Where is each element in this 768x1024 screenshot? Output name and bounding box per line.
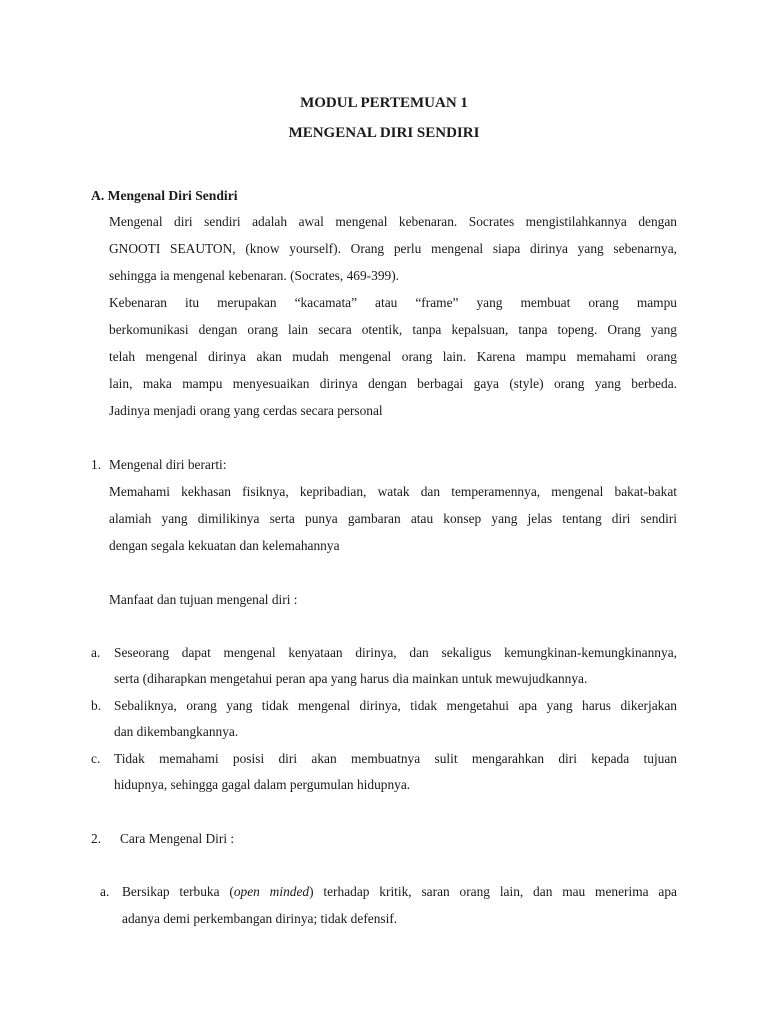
cara-text: Bersikap terbuka ( (122, 884, 234, 899)
cara-italic-term: open minded (233, 884, 310, 899)
document-title-line2: MENGENAL DIRI SENDIRI (288, 125, 480, 141)
benefit-line: Tidak memahami posisi diri akan membuatnya sulit mengarahkan diri kepada tujuan (114, 751, 677, 766)
paragraph-line: lain, maka mampu menyesuaikan dirinya dengan berbagai gaya (style) orang yang berbeda. (109, 376, 677, 391)
item2-label: Cara Mengenal Diri : (120, 831, 235, 846)
paragraph-line: Mengenal diri sendiri adalah awal mengenal kebenaran. Socrates mengistilahkannya dengan (109, 214, 677, 229)
list-marker: c. (91, 751, 101, 766)
benefit-line: Seseorang dapat mengenal kenyataan dirinya, dan sekaligus kemungkinan-kemungkinannya, (114, 645, 677, 660)
benefit-line: serta (diharapkan mengetahui peran apa yang harus dia mainkan untuk mewujudkannya. (114, 671, 588, 686)
paragraph-line: berkomunikasi dengan orang lain secara otentik, tanpa kepalsuan, tanpa topeng. Orang yang (109, 322, 677, 337)
document-title-line1: MODUL PERTEMUAN 1 (300, 95, 468, 111)
cara-text: ) terhadap kritik, saran orang lain, dan mau menerima apa (309, 884, 677, 899)
paragraph-line: alamiah yang dimilikinya serta punya gambaran atau konsep yang jelas tentang diri sendiri (109, 511, 677, 526)
paragraph-line: Memahami kekhasan fisiknya, kepribadian, watak dan temperamennya, mengenal bakat-bakat (109, 484, 677, 499)
cara-point-line (122, 884, 677, 900)
section-a-heading: A. Mengenal Diri Sendiri (91, 188, 238, 203)
benefit-line: Sebaliknya, orang yang tidak mengenal dirinya, tidak mengetahui apa yang harus dikerjakan (114, 698, 677, 713)
list-marker: 2. (91, 831, 102, 846)
item1-label: Mengenal diri berarti: (109, 457, 227, 472)
list-marker: b. (91, 698, 102, 713)
paragraph-line: telah mengenal dirinya akan mudah mengenal orang lain. Karena mampu memahami orang (109, 349, 677, 364)
cara-point-line: adanya demi perkembangan dirinya; tidak defensif. (122, 911, 398, 926)
paragraph-line: sehingga ia mengenal kebenaran. (Socrates, 469-399). (109, 268, 400, 283)
paragraph-line: Kebenaran itu merupakan “kacamata” atau “frame” yang membuat orang mampu (109, 295, 677, 310)
paragraph-line: dengan segala kekuatan dan kelemahannya (109, 538, 340, 553)
list-marker: a. (100, 884, 110, 899)
benefit-line: dan dikembangkannya. (114, 724, 239, 739)
benefit-line: hidupnya, sehingga gagal dalam pergumulan hidupnya. (114, 777, 411, 792)
list-marker: a. (91, 645, 101, 660)
benefit-label: Manfaat dan tujuan mengenal diri : (109, 592, 298, 607)
paragraph-line: Jadinya menjadi orang yang cerdas secara personal (109, 403, 383, 418)
list-marker: 1. (91, 457, 102, 472)
paragraph-line: GNOOTI SEAUTON, (know yourself). Orang perlu mengenal siapa dirinya yang sebenarnya, (109, 241, 677, 256)
